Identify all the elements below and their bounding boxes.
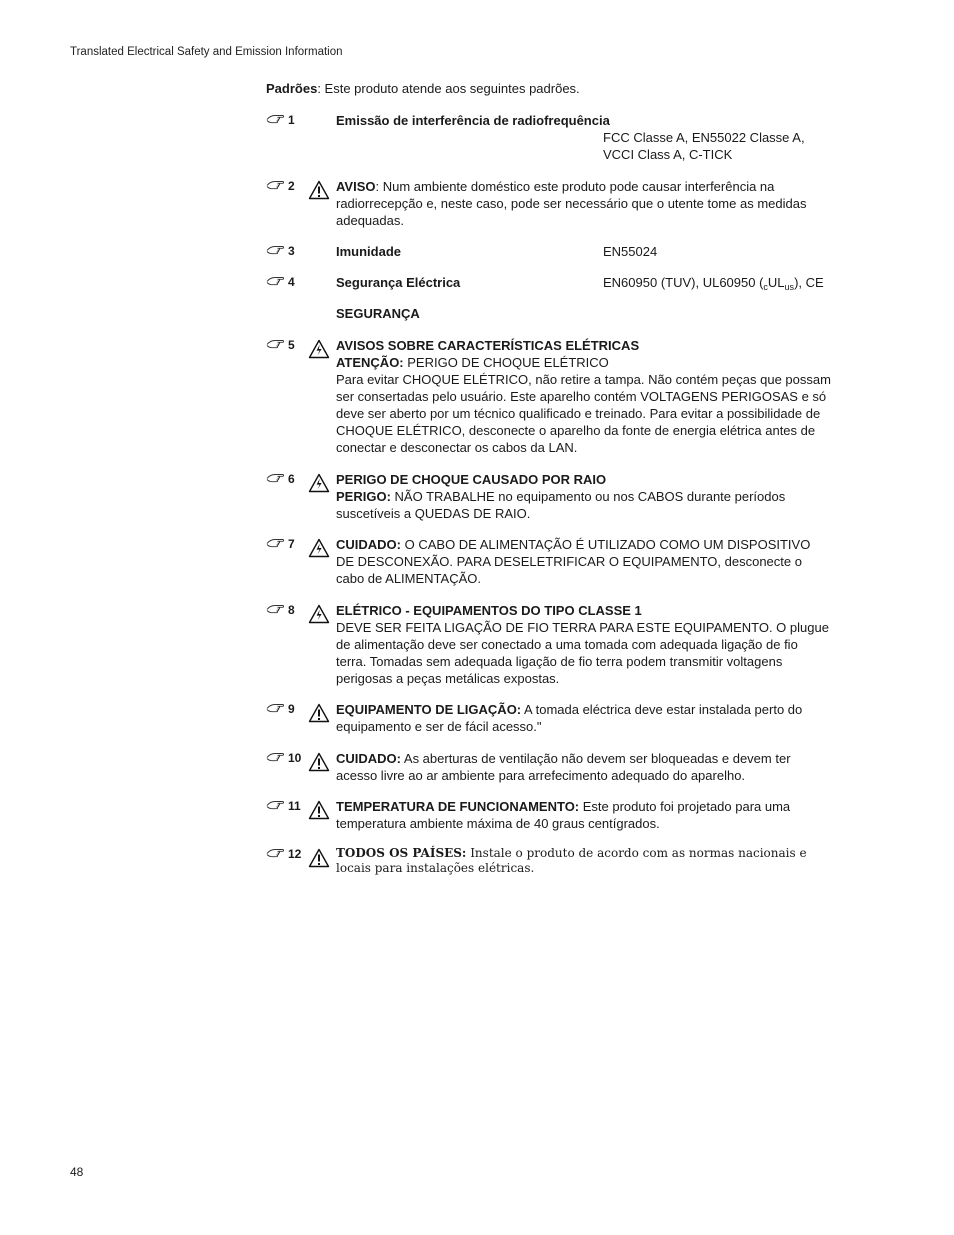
list-item [266, 798, 836, 834]
section-heading [266, 305, 836, 323]
item-number: 2 [288, 179, 295, 193]
value-sub: us [784, 282, 795, 292]
list-item [266, 337, 836, 457]
electric-hazard-icon [308, 339, 330, 359]
item-value [603, 129, 805, 163]
electric-hazard-icon [308, 604, 330, 624]
pointing-hand-icon [266, 337, 286, 349]
item-title: PERIGO DE CHOQUE CAUSADO POR RAIO [336, 472, 607, 487]
standards-intro [266, 80, 580, 97]
item-number: 11 [288, 799, 301, 813]
item-number: 7 [288, 537, 295, 551]
item-value [603, 274, 824, 291]
list-item [266, 846, 836, 878]
warning-triangle-icon [308, 848, 330, 868]
page-header: Translated Electrical Safety and Emission Information [70, 46, 343, 58]
item-label: AVISO [336, 179, 376, 194]
item-body [336, 337, 831, 456]
pointing-hand-icon [266, 243, 286, 255]
pointing-hand-icon [266, 602, 286, 614]
item-text: Este produto foi projetado para uma temperatura ambiente máxima de 40 graus centígrados. [336, 799, 791, 831]
pointing-hand-icon [266, 798, 286, 810]
list-item [266, 243, 836, 261]
value-sub: c [763, 282, 768, 292]
electric-hazard-icon [308, 473, 330, 493]
pointing-hand-icon [266, 536, 286, 548]
item-number: 9 [288, 702, 295, 716]
item-number: 10 [288, 751, 302, 765]
item-number: 4 [288, 275, 295, 289]
item-body [336, 536, 831, 587]
item-value-line: VCCI Class A, C-TICK [603, 147, 733, 162]
item-subtext: PERIGO DE CHOQUE ELÉTRICO [403, 355, 609, 370]
warning-triangle-icon [308, 180, 330, 200]
item-label: ATENÇÃO: [336, 355, 404, 370]
list-item [266, 602, 836, 688]
pointing-hand-icon [266, 178, 286, 190]
item-body [336, 471, 831, 522]
standards-label: Padrões [266, 81, 318, 96]
list-item [266, 536, 836, 588]
item-number: 6 [288, 472, 295, 486]
pointing-hand-icon [266, 112, 286, 124]
item-number: 5 [288, 338, 295, 352]
list-item [266, 750, 836, 786]
item-number: 12 [288, 847, 302, 861]
item-text: : Num ambiente doméstico este produto pode causar interferência na radiorrecepção e, neste caso, pode ser necessário que o utente tome as medidas adequadas. [336, 179, 807, 228]
list-item [266, 701, 836, 737]
pointing-hand-icon [266, 274, 286, 286]
item-text: Instale o produto de acordo com as normas nacionais e locais para instalações elétricas. [336, 846, 807, 875]
item-body [336, 846, 831, 876]
item-text: DEVE SER FEITA LIGAÇÃO DE FIO TERRA PARA ESTE EQUIPAMENTO. O plugue de alimentação deve ser conectado a uma tomada com adequada ligação de fio terra. Tomadas sem adequada ligação de fio terra podem transmitir voltagens perigosas a peças metálicas expostas. [336, 620, 829, 686]
warning-triangle-icon [308, 800, 330, 820]
warning-triangle-icon [308, 703, 330, 723]
pointing-hand-icon [266, 846, 286, 858]
item-subtext: NÃO TRABALHE no equipamento ou nos CABOS durante períodos suscetíveis a QUEDAS DE RAIO. [336, 489, 786, 521]
electric-hazard-icon [308, 538, 330, 558]
item-number: 3 [288, 244, 295, 258]
item-title: Segurança Eléctrica [336, 275, 461, 290]
item-label: PERIGO: [336, 489, 391, 504]
list-item [266, 471, 836, 523]
standards-text: : Este produto atende aos seguintes padrões. [317, 81, 580, 96]
item-label: TODOS OS PAÍSES: [336, 846, 467, 860]
item-title: AVISOS SOBRE CARACTERÍSTICAS ELÉTRICAS [336, 338, 640, 353]
item-body [336, 602, 831, 687]
list-item [266, 274, 836, 292]
item-text: Para evitar CHOQUE ELÉTRICO, não retire a tampa. Não contém peças que possam ser consertadas pelo usuário. Este aparelho contém VOLTAGENS PERIGOSAS e só deve ser aberto por um técnico qualificado e treinado. Para evitar a possibilidade de CHOQUE ELÉTRICO, desconecte o aparelho da fonte de energia elétrica antes de conectar e desconectar os cabos da LAN. [336, 372, 831, 455]
item-subline [336, 488, 831, 522]
section-title: SEGURANÇA [336, 306, 420, 321]
item-body [336, 178, 831, 229]
item-value: EN55024 [603, 244, 658, 259]
item-body [336, 798, 831, 832]
item-value-line: FCC Classe A, EN55022 Classe A, [603, 130, 805, 145]
item-text: A tomada eléctrica deve estar instalada perto do equipamento e ser de fácil acesso." [336, 702, 803, 734]
item-number: 1 [288, 113, 295, 127]
item-text: O CABO DE ALIMENTAÇÃO É UTILIZADO COMO UM DISPOSITIVO DE DESCONEXÃO. PARA DESELETRIFICAR O EQUIPAMENTO, desconecte o cabo de ALIMENTAÇÃO. [336, 537, 811, 586]
item-number: 8 [288, 603, 295, 617]
item-title: Imunidade [336, 244, 402, 259]
item-label: CUIDADO: [336, 751, 401, 766]
item-body [336, 701, 831, 735]
value-part: ), CE [794, 275, 824, 290]
warning-triangle-icon [308, 752, 330, 772]
item-label: EQUIPAMENTO DE LIGAÇÃO: [336, 702, 522, 717]
item-subline [336, 354, 831, 371]
item-title: ELÉTRICO - EQUIPAMENTOS DO TIPO CLASSE 1 [336, 603, 642, 618]
pointing-hand-icon [266, 750, 286, 762]
item-body [336, 750, 831, 784]
value-part: EN60950 (TUV), UL60950 ( [603, 275, 764, 290]
pointing-hand-icon [266, 471, 286, 483]
item-label: TEMPERATURA DE FUNCIONAMENTO: [336, 799, 580, 814]
item-label: CUIDADO: [336, 537, 401, 552]
pointing-hand-icon [266, 701, 286, 713]
item-title: Emissão de interferência de radiofrequência [336, 113, 610, 128]
value-part: UL [767, 275, 785, 290]
list-item [266, 178, 836, 230]
page-number: 48 [70, 1165, 84, 1179]
item-text: As aberturas de ventilação não devem ser bloqueadas e devem ter acesso livre ao ar ambiente para arrefecimento adequado do aparelho. [336, 751, 791, 783]
list-item [266, 112, 836, 164]
